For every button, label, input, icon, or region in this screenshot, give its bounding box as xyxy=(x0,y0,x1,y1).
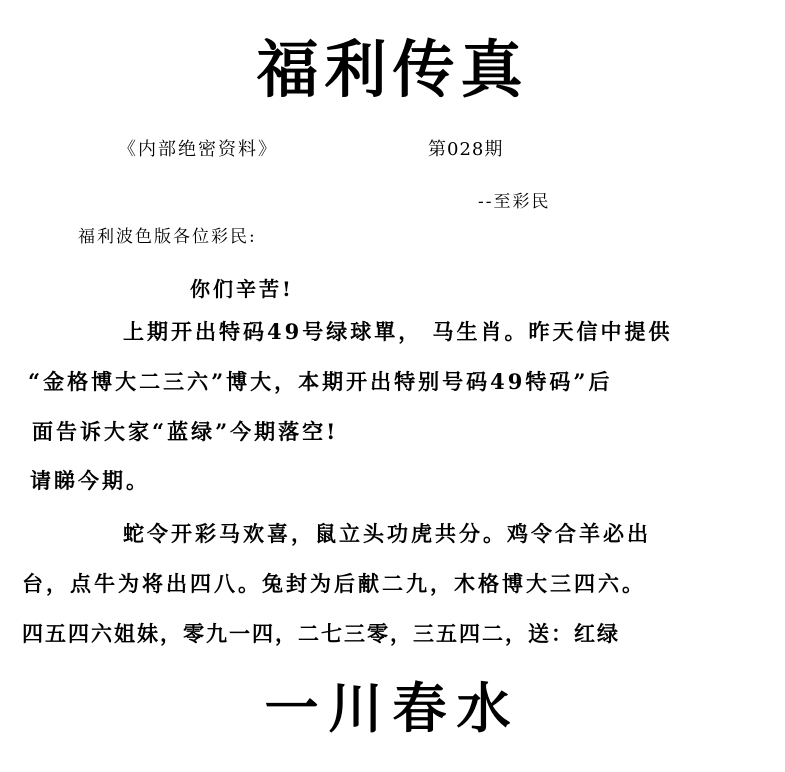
greeting-line: 福利波色版各位彩民: xyxy=(78,227,257,247)
paragraph1-line: 上期开出特码49号绿球單， 马生肖。昨天信中提供 xyxy=(123,319,673,344)
paragraph1-line: “金格博大二三六”博大，本期开出特别号码49特码”后 xyxy=(28,369,613,394)
document-title: 福利传真 xyxy=(256,33,529,106)
document-subtitle: 《内部绝密资料》 xyxy=(118,139,278,160)
paragraph1-line: 请睇今期。 xyxy=(30,468,150,493)
issue-number: 第028期 xyxy=(428,139,504,160)
closing-title: 一川春水 xyxy=(264,676,521,740)
paragraph1-line: 面告诉大家“蓝绿”今期落空! xyxy=(32,419,339,444)
paragraph2-line: 台，点牛为将出四八。兔封为后献二九，木格博大三四六。 xyxy=(22,571,646,596)
paragraph2-line: 蛇令开彩马欢喜，鼠立头功虎共分。鸡令合羊必出 xyxy=(123,521,651,546)
paragraph2-line: 四五四六姐妹，零九一四，二七三零，三五四二，送：红绿 xyxy=(22,621,620,646)
thanks-line: 你们辛苦! xyxy=(190,277,294,301)
sender-line: --至彩民 xyxy=(478,192,551,212)
